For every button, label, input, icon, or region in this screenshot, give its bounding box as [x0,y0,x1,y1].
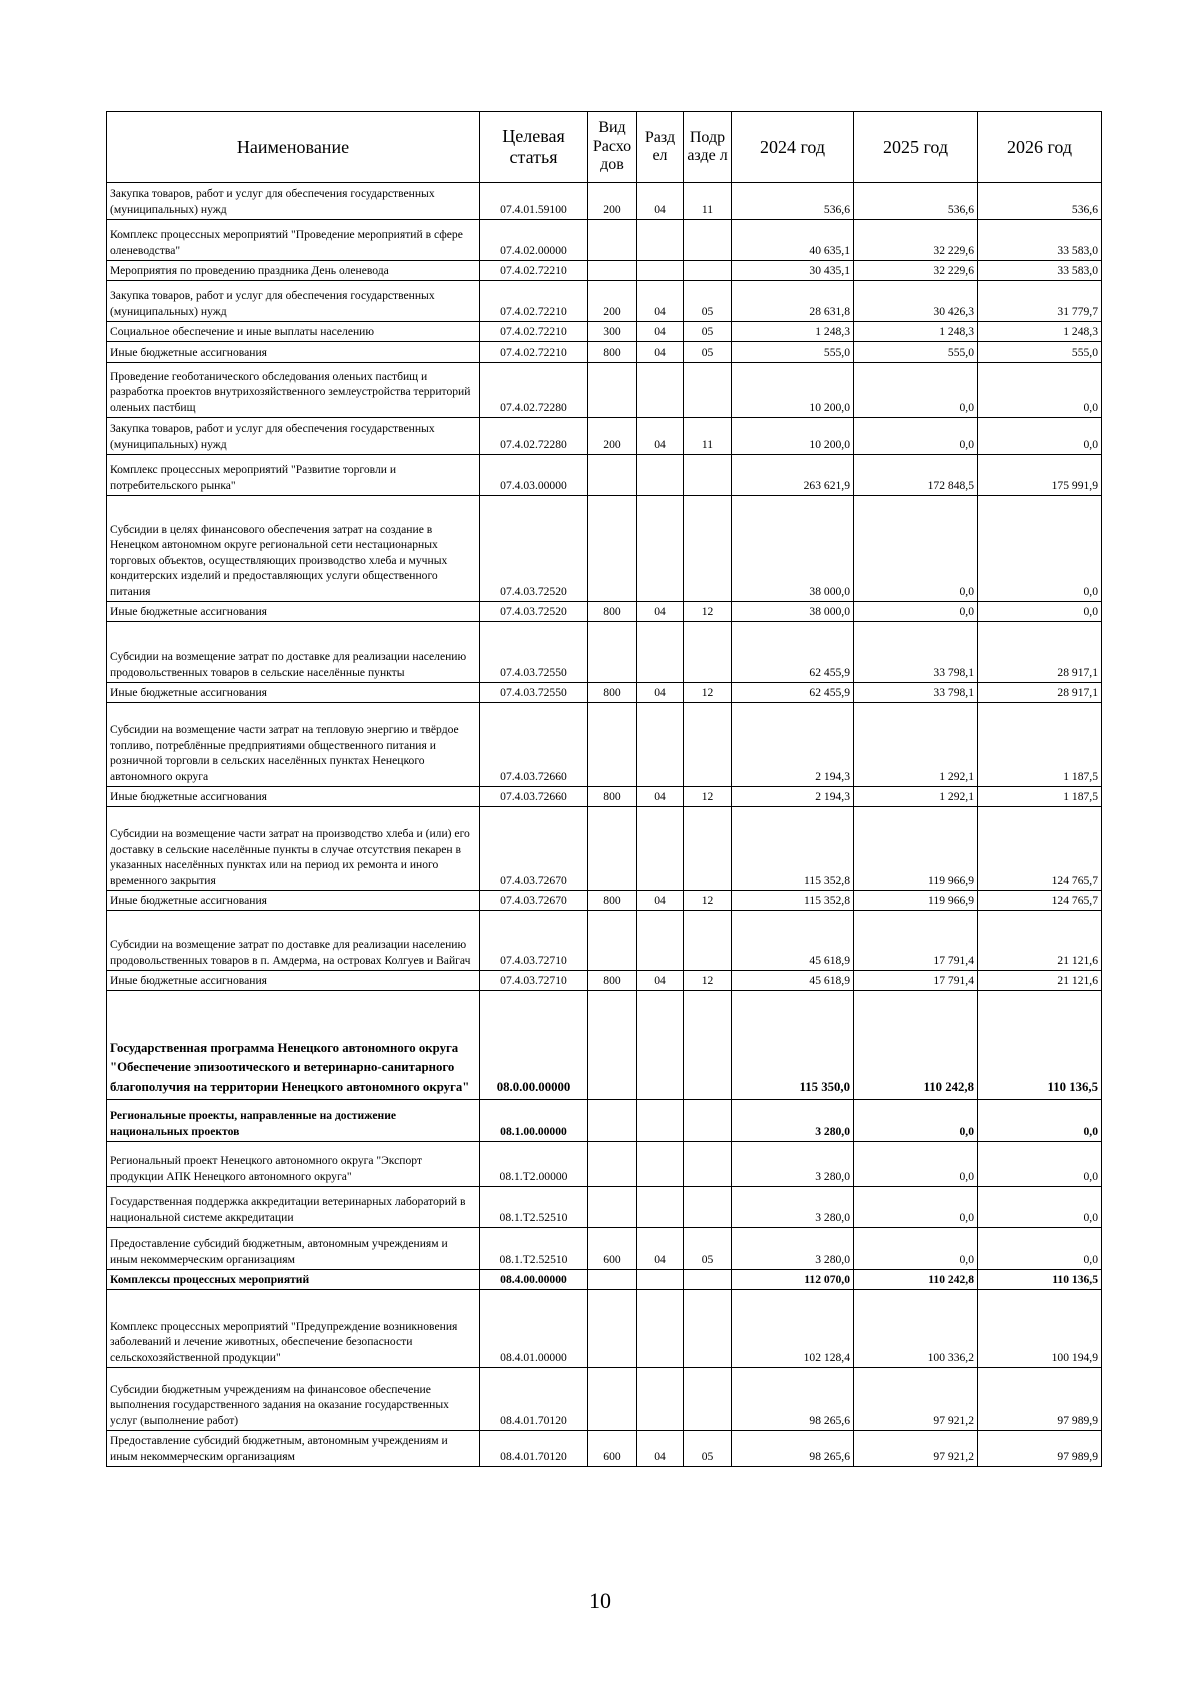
cell-vid: 600 [588,1228,637,1270]
cell-2026: 0,0 [978,602,1102,622]
cell-vid: 300 [588,322,637,342]
cell-razdel [637,220,684,261]
cell-name: Комплекс процессных мероприятий "Проведение мероприятий в сфере оленеводства" [107,220,480,261]
cell-2024: 112 070,0 [732,1270,854,1290]
cell-podrazdel: 05 [684,322,732,342]
cell-razdel [637,363,684,418]
cell-podrazdel: 12 [684,683,732,703]
cell-2024: 3 280,0 [732,1100,854,1142]
cell-2025: 0,0 [854,1100,978,1142]
cell-vid [588,807,637,891]
cell-vid: 600 [588,1431,637,1467]
table-row [107,1368,1102,1431]
cell-2026: 28 917,1 [978,683,1102,703]
table-row [107,602,1102,622]
cell-2024: 115 352,8 [732,807,854,891]
cell-2024: 263 621,9 [732,455,854,496]
cell-2025: 97 921,2 [854,1368,978,1431]
cell-podrazdel [684,1290,732,1368]
cell-podrazdel: 12 [684,891,732,911]
cell-vid [588,1100,637,1142]
cell-name: Иные бюджетные ассигнования [107,602,480,622]
header-2026: 2026 год [978,112,1102,183]
cell-name: Региональный проект Ненецкого автономного округа "Экспорт продукции АПК Ненецкого автономного округа" [107,1142,480,1187]
cell-vid [588,1270,637,1290]
cell-podrazdel [684,1270,732,1290]
cell-2026: 1 248,3 [978,322,1102,342]
header-2024: 2024 год [732,112,854,183]
table-row [107,703,1102,787]
cell-target-code: 07.4.02.72210 [480,281,588,322]
cell-target-code: 07.4.02.72210 [480,261,588,281]
cell-2024: 62 455,9 [732,683,854,703]
cell-2025: 17 791,4 [854,971,978,991]
cell-razdel: 04 [637,1228,684,1270]
cell-2025: 32 229,6 [854,261,978,281]
cell-razdel [637,455,684,496]
cell-name: Государственная программа Ненецкого автономного округа "Обеспечение эпизоотического и ветеринарно-санитарного благополучия на территории Ненецкого автономного округа" [107,991,480,1100]
cell-2024: 45 618,9 [732,971,854,991]
table-row [107,787,1102,807]
cell-razdel [637,807,684,891]
cell-2025: 100 336,2 [854,1290,978,1368]
table-row [107,683,1102,703]
cell-target-code: 07.4.03.72520 [480,602,588,622]
table-row [107,322,1102,342]
cell-2026: 21 121,6 [978,971,1102,991]
cell-razdel [637,1290,684,1368]
cell-vid [588,1142,637,1187]
cell-2025: 97 921,2 [854,1431,978,1467]
table-row [107,991,1102,1100]
header-razdel: Разд ел [637,112,684,183]
cell-podrazdel: 05 [684,281,732,322]
cell-razdel: 04 [637,602,684,622]
cell-name: Комплексы процессных мероприятий [107,1270,480,1290]
cell-podrazdel [684,807,732,891]
cell-2026: 124 765,7 [978,891,1102,911]
cell-name: Субсидии на возмещение части затрат на производство хлеба и (или) его доставку в сельские населённые пункты в случае отсутствия пекарен в указанных населённых пунктах или на период их ремонта и иного временного закрытия [107,807,480,891]
table-row [107,1142,1102,1187]
table-row [107,220,1102,261]
table-row [107,1290,1102,1368]
cell-2024: 3 280,0 [732,1142,854,1187]
cell-2025: 0,0 [854,602,978,622]
cell-podrazdel [684,1187,732,1228]
cell-2026: 1 187,5 [978,703,1102,787]
cell-vid [588,1290,637,1368]
table-row [107,622,1102,683]
cell-2026: 100 194,9 [978,1290,1102,1368]
cell-name: Иные бюджетные ассигнования [107,787,480,807]
cell-vid: 800 [588,891,637,911]
table-row [107,342,1102,363]
cell-vid: 800 [588,971,637,991]
cell-razdel [637,622,684,683]
cell-podrazdel: 05 [684,342,732,363]
cell-2025: 30 426,3 [854,281,978,322]
cell-name: Проведение геоботанического обследования оленьих пастбищ и разработка проектов внутрихозяйственного землеустройства территорий оленьих пастбищ [107,363,480,418]
table-row [107,1270,1102,1290]
cell-name: Комплекс процессных мероприятий "Развитие торговли и потребительского рынка" [107,455,480,496]
table-row [107,1228,1102,1270]
page-number: 10 [589,1588,611,1613]
cell-podrazdel: 12 [684,787,732,807]
cell-razdel [637,1142,684,1187]
cell-podrazdel [684,363,732,418]
cell-target-code: 08.4.01.00000 [480,1290,588,1368]
cell-2026: 33 583,0 [978,261,1102,281]
cell-2025: 119 966,9 [854,807,978,891]
cell-2024: 30 435,1 [732,261,854,281]
cell-podrazdel [684,261,732,281]
cell-vid [588,220,637,261]
cell-razdel: 04 [637,1431,684,1467]
cell-name: Закупка товаров, работ и услуг для обеспечения государственных (муниципальных) нужд [107,183,480,220]
cell-2026: 124 765,7 [978,807,1102,891]
table-row [107,891,1102,911]
cell-podrazdel [684,622,732,683]
cell-name: Субсидии на возмещение части затрат на тепловую энергию и твёрдое топливо, потреблённые предприятиями общественного питания и розничной торговли в сельских населённых пунктах Ненецкого автономного округа [107,703,480,787]
cell-target-code: 07.4.03.72710 [480,911,588,971]
cell-podrazdel: 05 [684,1228,732,1270]
cell-vid: 200 [588,183,637,220]
cell-2024: 40 635,1 [732,220,854,261]
cell-2025: 536,6 [854,183,978,220]
cell-2024: 10 200,0 [732,418,854,455]
table-row [107,911,1102,971]
cell-target-code: 08.4.01.70120 [480,1368,588,1431]
header-2025: 2025 год [854,112,978,183]
cell-2025: 1 292,1 [854,703,978,787]
cell-razdel [637,261,684,281]
cell-target-code: 07.4.02.72210 [480,342,588,363]
header-podrazdel: Подр азде л [684,112,732,183]
cell-razdel [637,1270,684,1290]
cell-2026: 110 136,5 [978,1270,1102,1290]
cell-2026: 28 917,1 [978,622,1102,683]
cell-2026: 0,0 [978,1100,1102,1142]
cell-vid [588,622,637,683]
cell-2024: 45 618,9 [732,911,854,971]
cell-name: Предоставление субсидий бюджетным, автономным учреждениям и иным некоммерческим организациям [107,1431,480,1467]
cell-podrazdel [684,1142,732,1187]
cell-razdel: 04 [637,971,684,991]
cell-razdel [637,496,684,602]
cell-name: Иные бюджетные ассигнования [107,891,480,911]
cell-razdel [637,703,684,787]
cell-2025: 33 798,1 [854,622,978,683]
cell-name: Иные бюджетные ассигнования [107,342,480,363]
cell-2025: 0,0 [854,363,978,418]
cell-name: Предоставление субсидий бюджетным, автономным учреждениям и иным некоммерческим организациям [107,1228,480,1270]
cell-target-code: 07.4.03.72660 [480,703,588,787]
cell-name: Закупка товаров, работ и услуг для обеспечения государственных (муниципальных) нужд [107,281,480,322]
cell-vid [588,991,637,1100]
cell-2024: 115 350,0 [732,991,854,1100]
cell-podrazdel [684,1100,732,1142]
cell-2025: 33 798,1 [854,683,978,703]
cell-vid [588,1187,637,1228]
cell-vid [588,1368,637,1431]
cell-razdel: 04 [637,322,684,342]
cell-razdel: 04 [637,891,684,911]
cell-2026: 0,0 [978,1228,1102,1270]
table-row [107,261,1102,281]
cell-target-code: 08.4.01.70120 [480,1431,588,1467]
cell-razdel: 04 [637,418,684,455]
cell-podrazdel [684,911,732,971]
cell-vid: 800 [588,787,637,807]
cell-2026: 555,0 [978,342,1102,363]
cell-2024: 10 200,0 [732,363,854,418]
cell-2025: 0,0 [854,1142,978,1187]
cell-podrazdel: 12 [684,971,732,991]
cell-target-code: 07.4.02.72280 [480,363,588,418]
cell-2024: 98 265,6 [732,1368,854,1431]
cell-2026: 1 187,5 [978,787,1102,807]
cell-2025: 0,0 [854,1228,978,1270]
cell-name: Комплекс процессных мероприятий "Предупреждение возникновения заболеваний и лечение животных, обеспечение безопасности сельскохозяйственной продукции" [107,1290,480,1368]
cell-name: Региональные проекты, направленные на достижение национальных проектов [107,1100,480,1142]
cell-razdel: 04 [637,683,684,703]
cell-podrazdel [684,991,732,1100]
cell-target-code: 08.1.Т2.52510 [480,1187,588,1228]
cell-razdel: 04 [637,342,684,363]
cell-2026: 97 989,9 [978,1368,1102,1431]
cell-name: Закупка товаров, работ и услуг для обеспечения государственных (муниципальных) нужд [107,418,480,455]
cell-name: Мероприятия по проведению праздника День оленевода [107,261,480,281]
cell-2024: 1 248,3 [732,322,854,342]
cell-2025: 110 242,8 [854,1270,978,1290]
cell-podrazdel: 11 [684,418,732,455]
cell-podrazdel [684,455,732,496]
cell-2025: 1 292,1 [854,787,978,807]
cell-2026: 0,0 [978,1187,1102,1228]
cell-2026: 110 136,5 [978,991,1102,1100]
cell-name: Субсидии на возмещение затрат по доставке для реализации населению продовольственных товаров в сельские населённые пункты [107,622,480,683]
cell-2024: 536,6 [732,183,854,220]
cell-2025: 1 248,3 [854,322,978,342]
table-row [107,1100,1102,1142]
cell-name: Иные бюджетные ассигнования [107,971,480,991]
cell-razdel [637,1100,684,1142]
cell-2024: 28 631,8 [732,281,854,322]
cell-name: Иные бюджетные ассигнования [107,683,480,703]
cell-2024: 3 280,0 [732,1187,854,1228]
cell-razdel [637,911,684,971]
cell-target-code: 07.4.03.72670 [480,891,588,911]
cell-podrazdel [684,1368,732,1431]
cell-podrazdel [684,496,732,602]
table-row [107,807,1102,891]
header-row [107,112,1102,183]
table-row [107,1187,1102,1228]
cell-2026: 97 989,9 [978,1431,1102,1467]
cell-2024: 98 265,6 [732,1431,854,1467]
cell-2026: 175 991,9 [978,455,1102,496]
cell-2024: 2 194,3 [732,703,854,787]
cell-podrazdel [684,703,732,787]
cell-razdel: 04 [637,281,684,322]
cell-name: Социальное обеспечение и иные выплаты населению [107,322,480,342]
cell-vid: 800 [588,602,637,622]
cell-target-code: 08.4.00.00000 [480,1270,588,1290]
cell-razdel [637,1368,684,1431]
cell-2026: 0,0 [978,1142,1102,1187]
cell-target-code: 07.4.03.72520 [480,496,588,602]
cell-2024: 2 194,3 [732,787,854,807]
cell-2024: 115 352,8 [732,891,854,911]
cell-2024: 102 128,4 [732,1290,854,1368]
header-vid: Вид Расхо дов [588,112,637,183]
cell-podrazdel [684,220,732,261]
cell-razdel: 04 [637,183,684,220]
cell-2025: 0,0 [854,418,978,455]
table-row [107,971,1102,991]
table-row [107,455,1102,496]
cell-2026: 0,0 [978,496,1102,602]
cell-2026: 31 779,7 [978,281,1102,322]
cell-2025: 555,0 [854,342,978,363]
cell-2025: 17 791,4 [854,911,978,971]
cell-2026: 21 121,6 [978,911,1102,971]
cell-2024: 62 455,9 [732,622,854,683]
cell-2024: 38 000,0 [732,496,854,602]
cell-target-code: 07.4.02.72280 [480,418,588,455]
cell-podrazdel: 05 [684,1431,732,1467]
budget-table [106,111,1102,1467]
cell-target-code: 07.4.02.72210 [480,322,588,342]
table-row [107,1431,1102,1467]
cell-vid [588,261,637,281]
cell-2025: 110 242,8 [854,991,978,1100]
cell-vid [588,703,637,787]
cell-name: Субсидии бюджетным учреждениям на финансовое обеспечение выполнения государственного задания на оказание государственных услуг (выполнение работ) [107,1368,480,1431]
cell-2025: 32 229,6 [854,220,978,261]
cell-name: Субсидии на возмещение затрат по доставке для реализации населению продовольственных товаров в п. Амдерма, на островах Колгуев и Вайгач [107,911,480,971]
cell-podrazdel: 11 [684,183,732,220]
header-name: Наименование [107,112,480,183]
cell-2026: 536,6 [978,183,1102,220]
cell-target-code: 07.4.01.59100 [480,183,588,220]
cell-2024: 3 280,0 [732,1228,854,1270]
cell-razdel: 04 [637,787,684,807]
cell-target-code: 07.4.03.72550 [480,683,588,703]
cell-2026: 0,0 [978,363,1102,418]
cell-vid: 200 [588,281,637,322]
cell-target-code: 08.0.00.00000 [480,991,588,1100]
cell-name: Государственная поддержка аккредитации ветеринарных лабораторий в национальной системе аккредитации [107,1187,480,1228]
cell-podrazdel: 12 [684,602,732,622]
cell-target-code: 07.4.03.72550 [480,622,588,683]
cell-target-code: 07.4.02.00000 [480,220,588,261]
table-row [107,183,1102,220]
cell-2025: 172 848,5 [854,455,978,496]
cell-2026: 33 583,0 [978,220,1102,261]
cell-target-code: 07.4.03.72710 [480,971,588,991]
table-row [107,363,1102,418]
cell-target-code: 08.1.00.00000 [480,1100,588,1142]
cell-target-code: 08.1.Т2.00000 [480,1142,588,1187]
cell-vid [588,496,637,602]
cell-target-code: 07.4.03.72670 [480,807,588,891]
cell-name: Субсидии в целях финансового обеспечения затрат на создание в Ненецком автономном округе региональной сети нестационарных торговых объектов, осуществляющих производство хлеба и мучных кондитерских изделий и предоставляющих услуги общественного питания [107,496,480,602]
table-row [107,496,1102,602]
table-row [107,418,1102,455]
cell-target-code: 07.4.03.72660 [480,787,588,807]
cell-vid [588,363,637,418]
cell-2025: 0,0 [854,496,978,602]
cell-razdel [637,991,684,1100]
table-row [107,281,1102,322]
cell-2025: 119 966,9 [854,891,978,911]
cell-vid [588,911,637,971]
cell-razdel [637,1187,684,1228]
cell-2026: 0,0 [978,418,1102,455]
cell-target-code: 07.4.03.00000 [480,455,588,496]
cell-2025: 0,0 [854,1187,978,1228]
cell-vid: 800 [588,342,637,363]
cell-2024: 38 000,0 [732,602,854,622]
cell-vid: 800 [588,683,637,703]
cell-target-code: 08.1.Т2.52510 [480,1228,588,1270]
cell-vid [588,455,637,496]
cell-vid: 200 [588,418,637,455]
cell-2024: 555,0 [732,342,854,363]
header-target: Целевая статья [480,112,588,183]
